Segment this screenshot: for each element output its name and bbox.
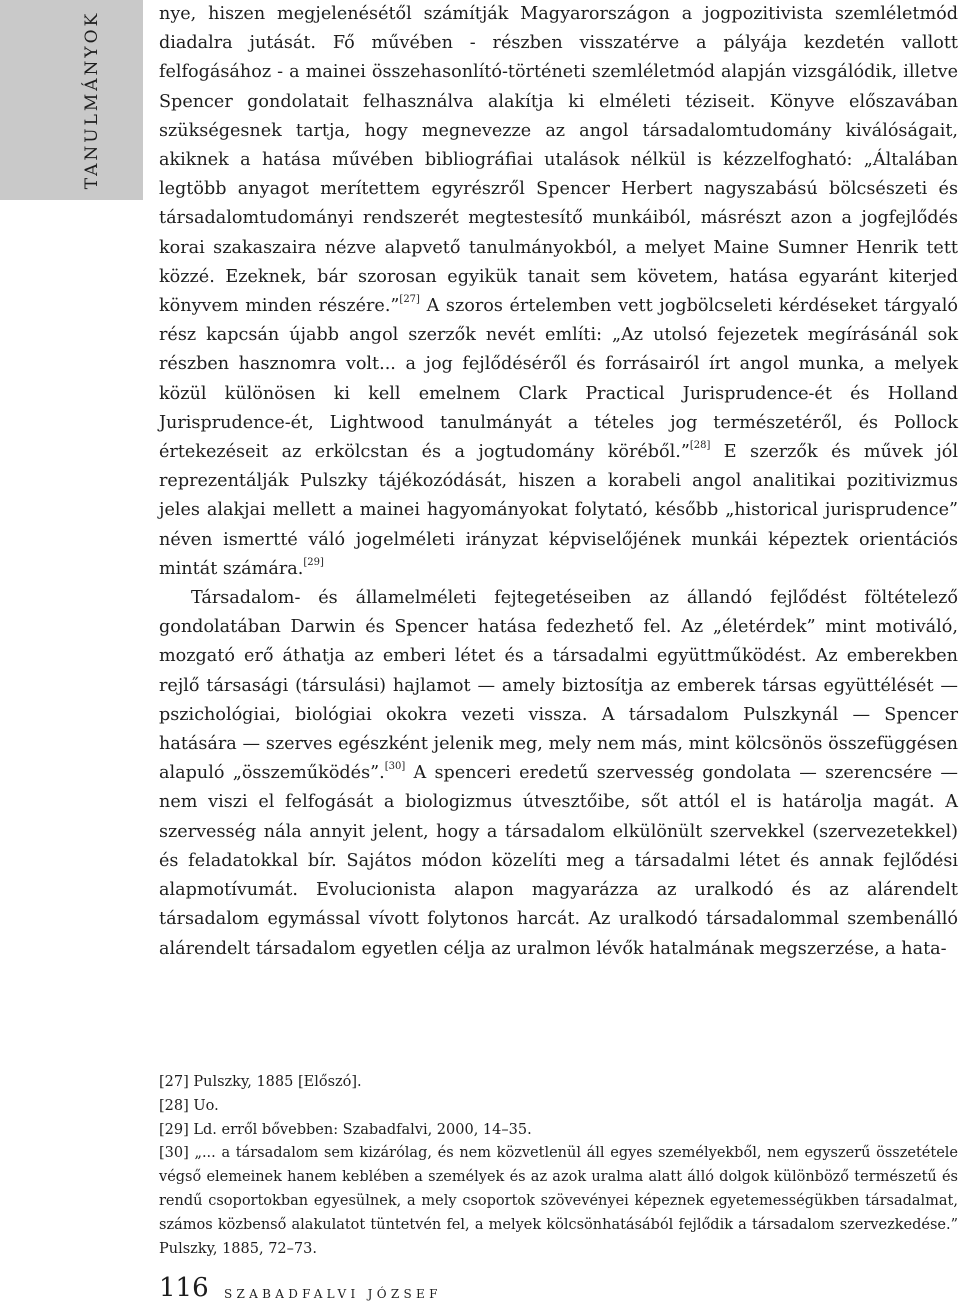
paragraph-text: E szerzők és művek jól reprezentálják Pulszky tájékozódását, hiszen a korabeli angol analitikai pozitivizmus jeles alakjai mellett a mainei hagyományokat folytató, később „historical jurisprudence” néven ismertté váló jogelméleti irányzat képviselőjének munkái képeztek orientációs mintát számára. [159, 442, 958, 579]
running-footer-author: SZABADFALVI JÓZSEF [224, 1287, 442, 1301]
paragraph [159, 0, 958, 584]
section-tab [0, 0, 143, 200]
footnote: [30] „... a társadalom sem kizárólag, és nem közvetlenül áll egyes személyekből, nem egyszerű összetétele végső elemeinek hanem keblében a személyek és az azok uralma alatt álló dolgok különböző természetű és rendű csoportokban egyesülnek, a mely csoportok szövevényei képeznek egyetemességükben társadalmat, számos közbenső alakulatot tüntetvén fel, a melyek kölcsönhatásából fejlődik a társadalom szervezkedése.” Pulszky, 1885, 72–73. [159, 1145, 958, 1257]
paragraph [159, 584, 958, 964]
paragraph-text: Társadalom- és államelméleti fejtegetéseiben az állandó fejlődést föltételező gondolatában Darwin és Spencer hatása fedezhető fel. Az „életérdek” mint motiváló, mozgató erő áthatja az emberi létet és a társadalmi együttműködést. Az emberekben rejlő társasági (társulási) hajlamot — amely biztosítja az emberek társas együttélését — pszichológiai, biológiai okokra vezeti vissza. A társadalom Pulszkynál — Spencer hatására — szerves egészként jelenik meg, mely nem más, mint kölcsönös összefüggésen alapuló „összeműködés”. [159, 588, 958, 784]
footnotes [159, 1071, 958, 1261]
footnote: [29] Ld. erről bővebben: Szabadfalvi, 2000, 14–35. [159, 1121, 532, 1138]
footnote-ref[interactable]: [28] [689, 440, 711, 452]
section-label: TANULMÁNYOK [82, 10, 102, 190]
page-number: 116 [159, 1273, 209, 1303]
footnote: [28] Uo. [159, 1097, 219, 1114]
footnote-ref[interactable]: [30] [384, 761, 406, 773]
footnote: [27] Pulszky, 1885 [Előszó]. [159, 1074, 362, 1090]
paragraph-text: A spenceri eredetű szervesség gondolata — szerencsére — nem viszi el felfogását a biologizmus útvesztőibe, sőt attól el is határolja magát. A szervesség nála annyit jelent, hogy a társadalom elkülönült szervekkel (szervezetekkel) és feladatokkal bír. Sajátos módon közelíti meg a társadalmi létet és annak fejlődési alapmotívumát. Evolucionista alapon magyarázza az uralkodó és az alárendelt társadalom egymással vívott folytonos harcát. Az uralkodó társadalommal szembenálló alárendelt társadalom egyetlen célja az uralmon lévők hatalmának megszerzése, a hata- [159, 763, 958, 959]
footnote-ref[interactable]: [27] [399, 294, 420, 306]
footnote-ref[interactable]: [29] [303, 557, 324, 568]
main-text [159, 0, 958, 964]
paragraph-text: A szoros értelemben vett jogbölcseleti kérdéseket tárgyaló rész kapcsán újabb angol szerzők nevét említi: „Az utolsó fejezetek megírásánál sok részben hasznomra volt... a jog fejlődéséről és forrásairól írt angol munka, a melyek közül különösen ki kell emelnem Clark Practical Jurisprudence-ét és Holland Jurisprudence-ét, Lightwood tanulmányát a tételes jog természetéről, és Pollock értekezéseit az erkölcstan és a jogtudomány köréből.” [159, 296, 958, 463]
paragraph-text: nye, hiszen megjelenésétől számítják Magyarországon a jogpozitivista szemléletmód diadalra jutását. Fő művében - részben visszatérve a pályája kezdetén vallott felfogásához - a mainei összehasonlító-történeti szemléletmód alapján vizsgálódik, illetve Spencer gondolatait felhasználva alakítja ki elméleti téziseit. Könyve előszavában szükségesnek tartja, hogy megnevezze az angol társadalomtudomány kiválóságait, akiknek a hatása művében bibliográfiai utalások nélkül is kézzelfogható: „Általában legtöbb anyagot merítettem egyrészről Spencer Herbert nagyszabású bölcsészeti és társadalomtudományi rendszerét megtestesítő munkáiból, másrészt azon a jogfejlődés korai szakaszaira nézve alapvető tanulmányokból, a melyet Maine Sumner Henrik tett közzé. Ezeknek, bár szorosan egyikük tanait sem követem, hatása egyaránt kiterjed könyvem minden részére.” [159, 4, 958, 317]
